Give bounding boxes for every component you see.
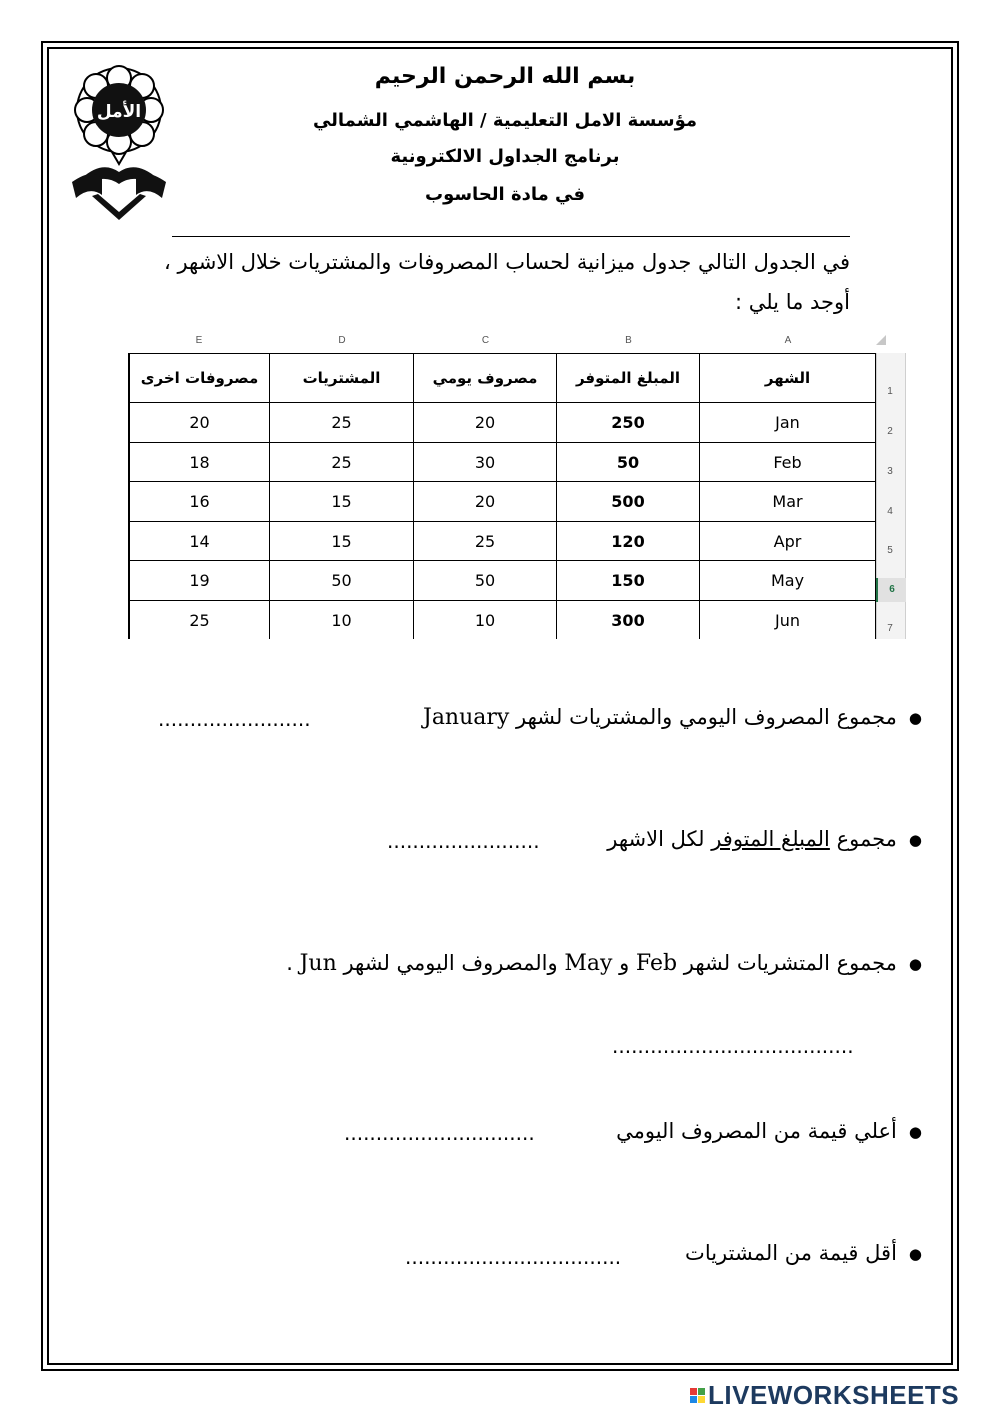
basmala: بسم الله الرحمن الرحيم	[374, 64, 636, 89]
table-cell[interactable]: 50	[270, 561, 414, 601]
program-title: برنامج الجداول الالكترونية	[390, 146, 620, 167]
row-number[interactable]: 5	[887, 545, 893, 556]
institution-name: مؤسسة الامل التعليمية / الهاشمي الشمالي	[312, 110, 698, 131]
column-letter-b: B	[625, 335, 632, 346]
subject-title: في مادة الحاسوب	[424, 184, 586, 205]
question-2	[607, 827, 922, 851]
answer-blank-2[interactable]: ........................	[387, 829, 540, 853]
table-cell[interactable]: 20	[128, 403, 270, 443]
intro-text: في الجدول التالي جدول ميزانية لحساب المصروفات والمشتريات خلال الاشهر ، أوجد ما يلي :	[163, 250, 850, 314]
column-letter-c: C	[481, 335, 490, 346]
answer-blank-4[interactable]: ..............................	[344, 1121, 535, 1145]
row-number-selected[interactable]: 6	[876, 578, 906, 602]
question-5-text: أقل قيمة من المشتريات	[685, 1241, 897, 1265]
row-number[interactable]: 3	[887, 466, 893, 477]
table-cell[interactable]: 25	[414, 522, 557, 561]
brand-blocks-icon	[690, 1388, 705, 1403]
table-cell[interactable]: 15	[270, 482, 414, 522]
table-cell[interactable]: 16	[128, 482, 270, 522]
question-3-feb: Feb	[635, 951, 678, 976]
bullet-icon: ●	[908, 831, 922, 849]
table-cell[interactable]: 50	[557, 443, 700, 482]
answer-blank-3[interactable]: ......................................	[612, 1034, 854, 1058]
question-3-and: و	[619, 951, 630, 975]
logo-text: الأمل	[96, 102, 142, 122]
table-cell[interactable]: Mar	[700, 482, 876, 522]
table-cell[interactable]: 25	[270, 443, 414, 482]
table-cell[interactable]: 18	[128, 443, 270, 482]
brand-name: LIVEWORKSHEETS	[708, 1379, 960, 1410]
column-letter-a: A	[784, 335, 792, 346]
answer-blank-1[interactable]: ........................	[158, 707, 311, 731]
question-3-jun: Jun	[299, 951, 337, 976]
header-purchases: المشتريات	[270, 353, 414, 403]
header-divider	[172, 236, 850, 237]
header-available-amount: المبلغ المتوفر	[557, 353, 700, 403]
question-3-period: .	[286, 951, 293, 975]
question-1	[423, 705, 922, 730]
table-cell[interactable]: 30	[414, 443, 557, 482]
table-cell[interactable]: 10	[414, 601, 557, 639]
question-1-text: مجموع المصروف اليومي والمشتريات لشهر	[516, 705, 897, 729]
question-2-suffix: لكل الاشهر	[607, 827, 705, 851]
bullet-icon: ●	[908, 1123, 922, 1141]
question-4-text: أعلي قيمة من المصروف اليومي	[616, 1119, 897, 1143]
row-number[interactable]: 2	[887, 426, 893, 437]
row-number[interactable]: 7	[887, 623, 893, 634]
institution-logo	[62, 60, 177, 225]
column-letter-e: E	[195, 335, 203, 346]
question-1-month: January	[423, 705, 510, 730]
column-letter-d: D	[338, 335, 346, 346]
question-3-text-a: مجموع المتشريات لشهر	[683, 951, 897, 975]
bullet-icon: ●	[908, 955, 922, 973]
header-other-expenses: مصروفات اخرى	[128, 353, 270, 403]
table-cell[interactable]: Jun	[700, 601, 876, 639]
table-cell[interactable]: 25	[270, 403, 414, 443]
bullet-icon: ●	[908, 709, 922, 727]
budget-spreadsheet	[126, 331, 906, 639]
row-number[interactable]: 1	[887, 386, 893, 397]
table-cell[interactable]: 10	[270, 601, 414, 639]
table-cell[interactable]: 20	[414, 482, 557, 522]
table-cell[interactable]: 150	[557, 561, 700, 601]
liveworksheets-logo[interactable]	[690, 1379, 960, 1410]
question-3-text-b: والمصروف اليومي لشهر	[343, 951, 558, 975]
table-cell[interactable]: 14	[128, 522, 270, 561]
answer-blank-5[interactable]: ..................................	[405, 1245, 622, 1269]
table-cell[interactable]: 15	[270, 522, 414, 561]
header-daily-expense: مصروف يومي	[414, 353, 557, 403]
header-month: الشهر	[700, 353, 876, 403]
table-cell[interactable]: 300	[557, 601, 700, 639]
table-cell[interactable]: Apr	[700, 522, 876, 561]
question-2-underlined: المبلغ المتوفر	[711, 827, 830, 851]
question-2-prefix: مجموع	[836, 827, 897, 851]
table-cell[interactable]: Feb	[700, 443, 876, 482]
table-cell[interactable]: 25	[128, 601, 270, 639]
table-cell[interactable]: Jan	[700, 403, 876, 443]
row-number[interactable]: 4	[887, 506, 893, 517]
table-cell[interactable]: 20	[414, 403, 557, 443]
table-cell[interactable]: 500	[557, 482, 700, 522]
table-cell[interactable]: 120	[557, 522, 700, 561]
table-cell[interactable]: 19	[128, 561, 270, 601]
question-3	[286, 951, 922, 976]
table-cell[interactable]: 50	[414, 561, 557, 601]
select-all-corner[interactable]	[876, 335, 886, 345]
question-4	[616, 1119, 922, 1143]
question-5	[685, 1241, 922, 1265]
table-cell[interactable]: May	[700, 561, 876, 601]
table-cell[interactable]: 250	[557, 403, 700, 443]
question-3-may: May	[564, 951, 613, 976]
bullet-icon: ●	[908, 1245, 922, 1263]
